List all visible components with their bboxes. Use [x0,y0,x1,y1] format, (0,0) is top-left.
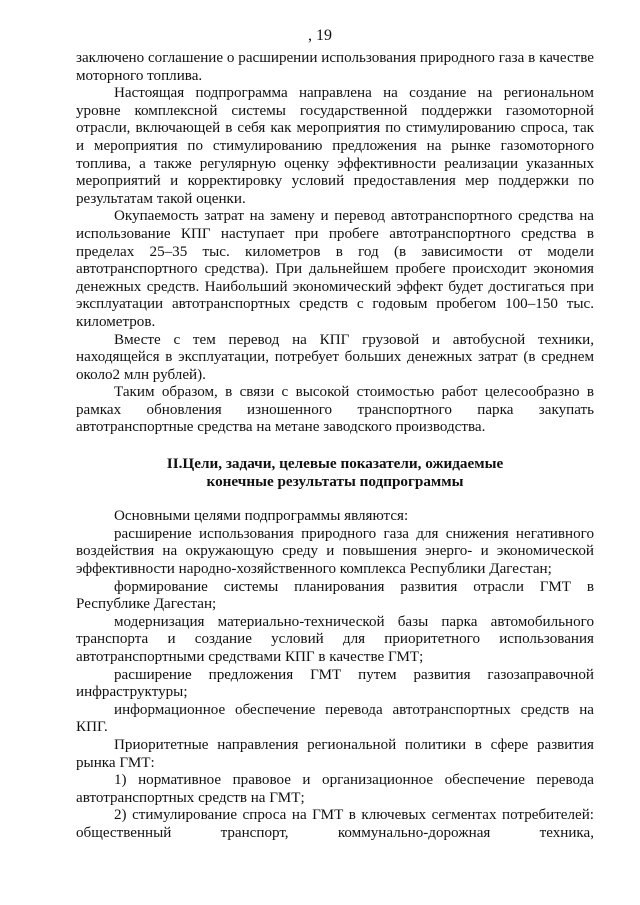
page-content [76,50,594,843]
page-number: , 19 [308,27,332,44]
goal-item: формирование системы планирования развития отрасли ГМТ в Республике Дагестан; [76,578,594,613]
paragraph: Настоящая подпрограмма направлена на создание на региональном уровне комплексной системы государственной поддержки газомоторной отрасли, включающей в себя как мероприятия по стимулированию спроса, так и мероприятия по стимулированию предложения на рынке газомоторного топлива, а также регулярную оценку эффективности реализации указанных мероприятий и корректировку условий предоставления мер поддержки по результатам такой оценки. [76,85,594,207]
goal-item: расширение использования природного газа для снижения негативного воздействия на окружающую среду и повышения энерго- и экономической эффективности народно-хозяйственного комплекса Республики Дагестан; [76,525,594,578]
paragraph: Таким образом, в связи с высокой стоимостью работ целесообразно в рамках обновления изношенного транспортного парка закупать автотранспортные средства на метане заводского производства. [76,384,594,436]
section-heading-line-2: конечные результаты подпрограммы [206,472,464,490]
priority-item: 1) нормативное правовое и организационное обеспечение перевода автотранспортных средств на ГМТ; [76,772,594,806]
paragraph: Приоритетные направления региональной политики в сфере развития рынка ГМТ: [76,736,594,771]
priority-item: 2) стимулирование спроса на ГМТ в ключевых сегментах потребителей: общественный транспорт, коммунально-дорожная техника, [76,807,594,841]
goal-item: модернизация материально-технической базы парка автомобильного транспорта и создание условий для приоритетного использования автотранспортными средствами КПГ в качестве ГМТ; [76,613,594,665]
goal-item: расширение предложения ГМТ путем развития газозаправочной инфраструктуры; [76,666,594,701]
paragraph: заключено соглашение о расширении использования природного газа в качестве моторного топлива. [76,50,594,84]
goal-item: информационное обеспечение перевода автотранспортных средств на КПГ. [76,701,594,736]
paragraph: Окупаемость затрат на замену и перевод автотранспортного средства на использование КПГ наступает при пробеге автотранспортного средства в пределах 25–35 тыс. километров в год (в зависимости от модели автотранспортного средства). При дальнейшем пробеге происходит экономия денежных средств. Наибольший экономический эффект будет достигаться при эксплуатации автотранспортных средств с годовым пробегом 100–150 тыс. километров. [76,208,594,330]
section-heading-line-1: II.Цели, задачи, целевые показатели, ожидаемые [166,455,504,473]
section-heading [76,455,594,490]
paragraph: Вместе с тем перевод на КПГ грузовой и автобусной техники, находящейся в эксплуатации, потребует больших денежных затрат (в среднем около2 млн рублей). [76,331,594,383]
paragraph: Основными целями подпрограммы являются: [114,508,409,525]
